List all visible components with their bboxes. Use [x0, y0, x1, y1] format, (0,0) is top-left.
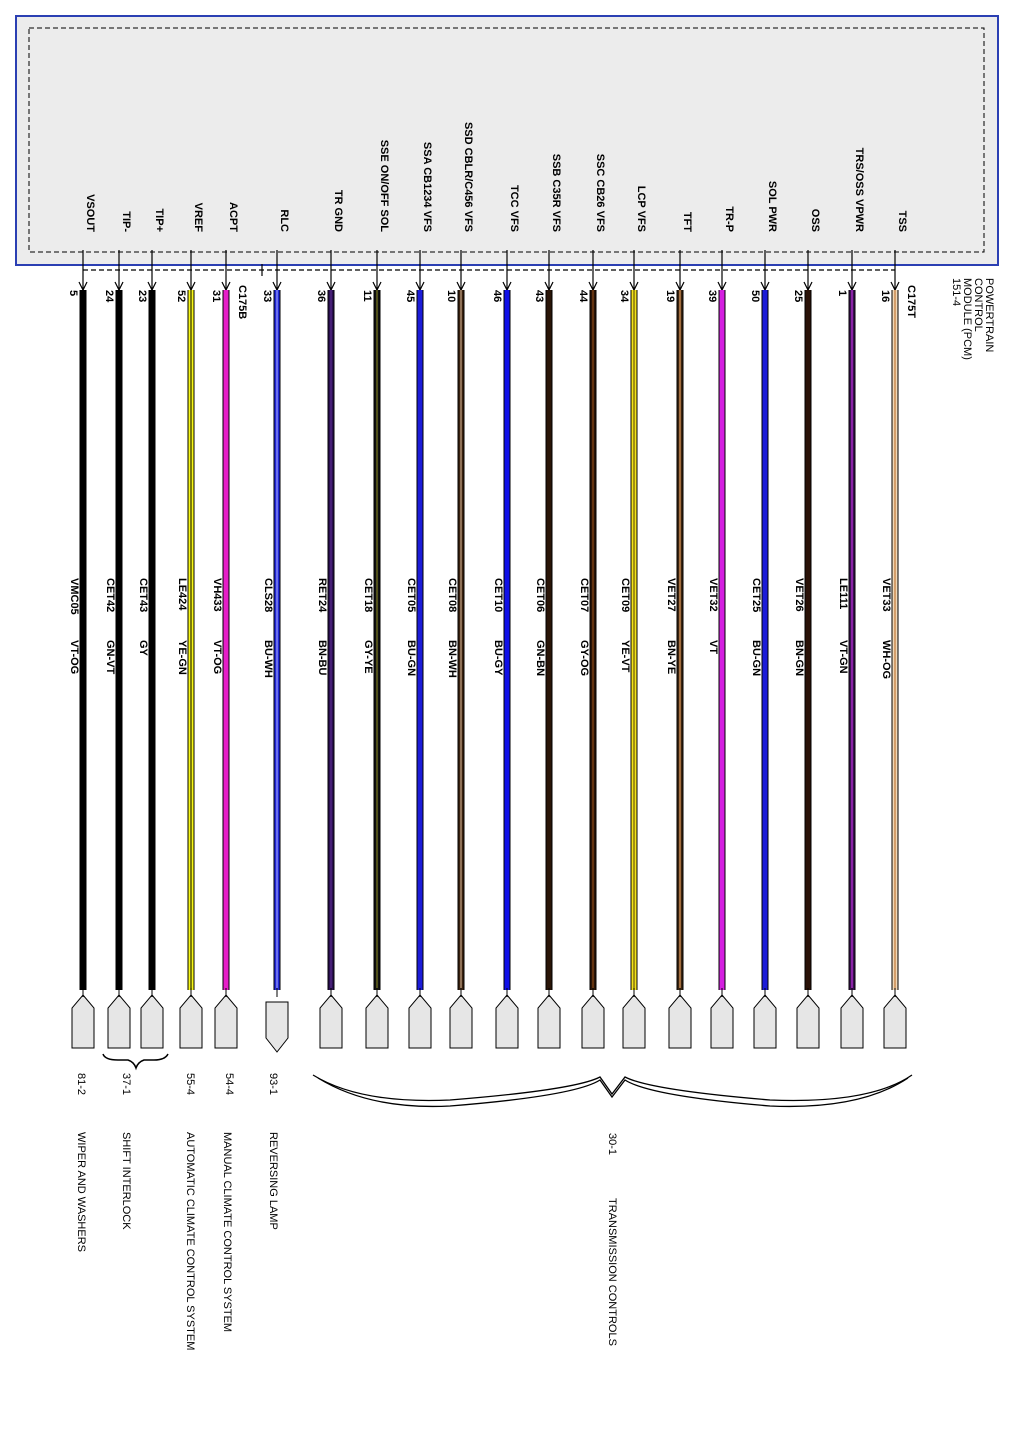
signal-label: LCP VFS: [635, 185, 647, 232]
terminal-connector: [538, 995, 560, 1048]
pin-number: 11: [361, 290, 373, 302]
signal-label: TR GND: [332, 189, 344, 232]
circuit-id: CET07: [578, 578, 590, 613]
wire-2: [103, 211, 132, 1048]
color-code: BN-BU: [316, 640, 328, 676]
pin-number: 1: [836, 290, 848, 297]
wire-16: [706, 206, 735, 1048]
destination-description: MANUAL CLIMATE CONTROL SYSTEM: [221, 1132, 233, 1333]
pin-number: 31: [210, 290, 222, 303]
terminal-connector: [711, 995, 733, 1048]
color-code: BN-YE: [665, 640, 677, 675]
circuit-id: CET43: [137, 578, 149, 613]
pcm-name-line-2: CONTROL: [972, 278, 984, 332]
destination-54-4: [221, 1073, 235, 1332]
color-code: BU-WH: [262, 640, 274, 678]
pin-number: 5: [67, 290, 79, 297]
wire-13: [577, 154, 606, 1048]
pin-number: 16: [879, 290, 891, 303]
signal-label: SSA CB1234 VFS: [421, 141, 433, 232]
wire-1: [67, 194, 96, 1048]
signal-label: TSS: [896, 210, 908, 232]
color-code: WH-OG: [880, 640, 892, 680]
pcm-name-line-4: 151-4: [950, 278, 962, 307]
wire-17: [749, 181, 778, 1048]
signal-label: VSOUT: [84, 194, 96, 232]
signal-label: SOL PWR: [766, 180, 778, 232]
color-code: GY-YE: [362, 640, 374, 674]
wire-11: [491, 185, 520, 1048]
circuit-id: LE111: [837, 578, 849, 610]
signal-label: TCC VFS: [508, 184, 520, 232]
wire-14: [618, 186, 647, 1048]
destination-code: 81-2: [75, 1073, 87, 1096]
pcm-module-name: [950, 278, 995, 360]
circuit-id: VMC05: [68, 578, 80, 615]
destination-description: AUTOMATIC CLIMATE CONTROL SYSTEM: [184, 1132, 196, 1351]
destination-30-1: [606, 1133, 618, 1346]
wire-3: [136, 208, 165, 1048]
destination-81-2: [75, 1073, 87, 1252]
destination-code: 37-1: [120, 1073, 132, 1096]
circuit-id: VET32: [707, 578, 719, 612]
signal-label: TIP-: [120, 211, 132, 232]
wire-15: [664, 212, 693, 1048]
color-code: BU-GN: [750, 640, 762, 677]
destination-55-4: [184, 1073, 196, 1350]
wire-7: [315, 190, 344, 1048]
wire-9: [404, 142, 433, 1048]
destination-code: 55-4: [184, 1073, 196, 1096]
signal-label: SSE ON/OFF SOL: [378, 139, 390, 232]
signal-label: VREF: [192, 202, 204, 232]
signal-label: TR-P: [723, 206, 735, 232]
circuit-id: VET27: [665, 578, 677, 612]
pin-number: 52: [175, 290, 187, 303]
pin-number: 36: [315, 290, 327, 303]
pcm-name-line-1: POWERTRAIN: [983, 278, 995, 353]
circuit-id: VET26: [793, 578, 805, 612]
terminal-connector: [669, 995, 691, 1048]
connector-c175t-label: C175T: [905, 285, 917, 319]
signal-label: TRS/OSS VPWR: [853, 147, 865, 232]
color-code: BU-GY: [492, 640, 504, 676]
circuit-id: RET24: [316, 578, 328, 613]
shift-interlock-brace: [103, 1054, 168, 1068]
color-code: VT-OG: [68, 640, 80, 675]
signal-label: TFT: [681, 211, 693, 232]
color-code: BN-WH: [446, 640, 458, 678]
terminal-connector: [623, 995, 645, 1048]
terminal-connector: [320, 995, 342, 1048]
terminal-connector: [366, 995, 388, 1048]
terminal-connector: [141, 995, 163, 1048]
terminal-connector: [884, 995, 906, 1048]
signal-label: OSS: [809, 208, 821, 232]
circuit-id: CET10: [492, 578, 504, 613]
terminal-connector: [266, 1002, 288, 1052]
pin-number: 23: [136, 290, 148, 303]
destination-description: TRANSMISSION CONTROLS: [606, 1198, 618, 1346]
signal-label: SSD CBLR/C456 VFS: [462, 121, 474, 232]
pin-number: 46: [491, 290, 503, 303]
circuit-id: CET18: [362, 578, 374, 613]
destination-code: 30-1: [606, 1133, 618, 1156]
pcm-name-line-3: MODULE (PCM): [961, 278, 973, 360]
color-code: GY-OG: [578, 640, 590, 677]
signal-label: SSC CB26 VFS: [594, 153, 606, 232]
wire-20: [879, 211, 908, 1048]
color-code: BN-GN: [793, 640, 805, 677]
destination-code: 93-1: [267, 1073, 279, 1096]
pin-number: 44: [577, 290, 589, 303]
terminal-connector: [496, 995, 518, 1048]
terminal-connector: [797, 995, 819, 1048]
signal-label: RLC: [278, 209, 290, 232]
color-code: BU-GN: [405, 640, 417, 677]
terminal-connector: [841, 995, 863, 1048]
wire-5: [210, 202, 239, 1048]
destination-code: 54-4: [223, 1073, 235, 1096]
wire-18: [792, 209, 821, 1048]
terminal-connector: [215, 995, 237, 1048]
color-code: GN-VT: [104, 640, 116, 675]
pin-number: 19: [664, 290, 676, 303]
pin-number: 33: [261, 290, 273, 303]
signal-label: SSB C35R VFS: [550, 153, 562, 232]
color-code: VT-GN: [837, 640, 849, 674]
pin-number: 50: [749, 290, 761, 303]
wire-6: [261, 209, 290, 1052]
terminal-connector: [72, 995, 94, 1048]
pin-number: 10: [445, 290, 457, 303]
pin-number: 45: [404, 290, 416, 303]
circuit-id: VH433: [211, 578, 223, 612]
pin-number: 43: [533, 290, 545, 303]
pin-number: 24: [103, 290, 115, 303]
pin-number: 39: [706, 290, 718, 303]
wire-8: [361, 140, 390, 1048]
color-code: YE-GN: [176, 640, 188, 675]
destinations-layer: [75, 1054, 912, 1350]
circuit-id: VET33: [880, 578, 892, 612]
circuit-id: CET09: [619, 578, 631, 613]
wire-4: [175, 203, 204, 1048]
circuit-id: LE424: [176, 578, 188, 611]
pin-number: 34: [618, 290, 630, 303]
circuit-id: CET05: [405, 578, 417, 613]
circuit-id: CET25: [750, 578, 762, 613]
color-code: GN-BN: [534, 640, 546, 677]
terminal-connector: [108, 995, 130, 1048]
destination-93-1: [267, 1073, 279, 1230]
terminal-connector: [409, 995, 431, 1048]
color-code: VT-OG: [211, 640, 223, 675]
color-code: GY: [137, 640, 149, 656]
color-code: YE-VT: [619, 640, 631, 673]
destination-description: WIPER AND WASHERS: [75, 1132, 87, 1252]
destination-description: SHIFT INTERLOCK: [120, 1132, 132, 1230]
pin-number: 25: [792, 290, 804, 303]
color-code: VT: [707, 640, 719, 655]
circuit-id: CET42: [104, 578, 116, 613]
destination-37-1: [120, 1073, 132, 1230]
terminal-connector: [450, 995, 472, 1048]
signal-label: ACPT: [227, 202, 239, 232]
circuit-id: CET06: [534, 578, 546, 613]
wire-12: [533, 154, 562, 1048]
connector-c175b-label: C175B: [236, 285, 248, 320]
circuit-id: CET08: [446, 578, 458, 613]
wire-19: [836, 148, 865, 1048]
circuit-id: CLS28: [262, 578, 274, 613]
signal-label: TIP+: [153, 208, 165, 232]
destination-description: REVERSING LAMP: [267, 1132, 279, 1230]
terminal-connector: [754, 995, 776, 1048]
terminal-connector: [180, 995, 202, 1048]
terminal-connector: [582, 995, 604, 1048]
